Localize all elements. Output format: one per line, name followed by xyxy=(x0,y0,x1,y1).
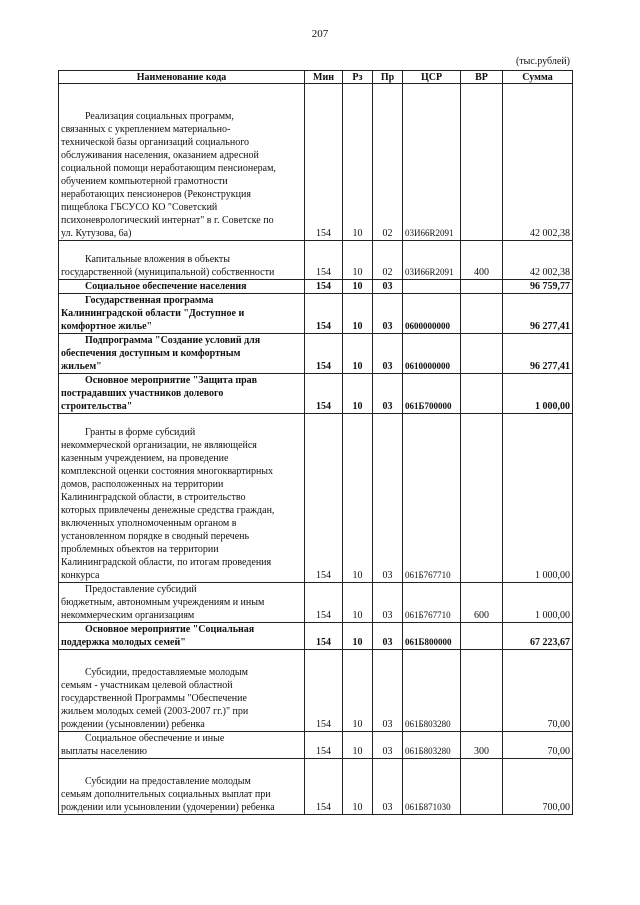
row-name-line: обслуживания населения, оказанием адресной xyxy=(61,150,259,161)
row-sum: 96 759,77 xyxy=(503,280,573,294)
table-row xyxy=(59,294,573,334)
row-sum: 70,00 xyxy=(503,732,573,759)
row-csr: 061Б700000 xyxy=(403,374,461,414)
row-name-line: казенным учреждением, на проведение xyxy=(61,453,229,464)
row-sum: 42 002,38 xyxy=(503,84,573,241)
header-min: Мин xyxy=(305,71,343,84)
table-row xyxy=(59,241,573,280)
row-rz: 10 xyxy=(343,759,373,815)
row-name-line: Гранты в форме субсидий xyxy=(85,427,196,438)
page-number: 207 xyxy=(311,28,329,40)
row-rz: 10 xyxy=(343,334,373,374)
row-name-line: домов, расположенных на территории xyxy=(61,479,224,490)
row-name-line: семьям дополнительных социальных выплат при xyxy=(61,789,271,800)
row-vr: 600 xyxy=(461,583,503,623)
row-csr: 061Б800000 xyxy=(403,623,461,650)
units-label: (тыс.рублей) xyxy=(515,56,570,67)
row-name-line: выплаты населению xyxy=(61,746,147,757)
table-row xyxy=(59,414,573,583)
header-rz: Рз xyxy=(343,71,373,84)
row-vr xyxy=(461,280,503,294)
row-sum: 67 223,67 xyxy=(503,623,573,650)
header-name: Наименование кода xyxy=(59,71,305,84)
row-min: 154 xyxy=(305,759,343,815)
row-sum: 700,00 xyxy=(503,759,573,815)
row-name-line: Основное мероприятие "Защита прав xyxy=(85,375,258,386)
row-rz: 10 xyxy=(343,374,373,414)
row-min: 154 xyxy=(305,84,343,241)
row-csr: 061Б803280 xyxy=(403,650,461,732)
row-name-line: жильем молодых семей (2003-2007 гг.)" при xyxy=(61,706,249,717)
table-row xyxy=(59,732,573,759)
row-name-line: обучением компьютерной грамотности xyxy=(61,176,228,187)
row-pr: 03 xyxy=(373,583,403,623)
row-rz: 10 xyxy=(343,583,373,623)
row-name-line: Реализация социальных программ, xyxy=(85,111,234,122)
row-pr: 02 xyxy=(373,84,403,241)
row-vr xyxy=(461,414,503,583)
row-name xyxy=(59,759,305,815)
row-sum: 1 000,00 xyxy=(503,374,573,414)
row-name xyxy=(59,374,305,414)
row-pr: 03 xyxy=(373,732,403,759)
table-row xyxy=(59,84,573,241)
row-name xyxy=(59,732,305,759)
table-row xyxy=(59,280,573,294)
row-name-line: включенных уполномоченным органом в xyxy=(61,518,237,529)
row-name xyxy=(59,650,305,732)
row-csr xyxy=(403,280,461,294)
row-name-line: бюджетным, автономным учреждениям и иным xyxy=(61,597,265,608)
row-name-line: пищеблока ГБСУСО КО "Советский xyxy=(61,202,218,213)
header-csr: ЦСР xyxy=(403,71,461,84)
row-rz: 10 xyxy=(343,650,373,732)
row-csr: 03И66R2091 xyxy=(403,84,461,241)
row-name-line: проблемных объектов на территории xyxy=(61,544,219,555)
row-name-line: Предоставление субсидий xyxy=(85,584,197,595)
row-vr xyxy=(461,759,503,815)
row-name-line: социальной помощи неработающим пенсионерам, xyxy=(61,163,276,174)
row-rz: 10 xyxy=(343,294,373,334)
row-sum: 1 000,00 xyxy=(503,414,573,583)
row-csr: 0600000000 xyxy=(403,294,461,334)
row-sum: 42 002,38 xyxy=(503,241,573,280)
table-header-row xyxy=(59,71,573,84)
row-name-line: связанных с укреплением материально- xyxy=(61,124,231,135)
row-sum: 96 277,41 xyxy=(503,294,573,334)
row-name-line: Государственная программа xyxy=(85,295,214,306)
row-name xyxy=(59,583,305,623)
row-vr: 300 xyxy=(461,732,503,759)
row-name-line: комфортное жилье" xyxy=(61,321,153,332)
row-name-line: Капитальные вложения в объекты xyxy=(85,254,230,265)
table-row xyxy=(59,583,573,623)
row-csr: 061Б871030 xyxy=(403,759,461,815)
row-name-line: государственной (муниципальной) собственности xyxy=(61,267,275,278)
row-pr: 03 xyxy=(373,650,403,732)
row-vr xyxy=(461,374,503,414)
row-pr: 03 xyxy=(373,414,403,583)
row-min: 154 xyxy=(305,583,343,623)
row-min: 154 xyxy=(305,623,343,650)
row-sum: 70,00 xyxy=(503,650,573,732)
row-name-line: Субсидии, предоставляемые молодым xyxy=(85,667,248,678)
row-name-line: Социальное обеспечение населения xyxy=(85,281,247,292)
row-name xyxy=(59,84,305,241)
row-name-line: технической базы организаций социального xyxy=(61,137,250,148)
row-rz: 10 xyxy=(343,732,373,759)
table-row xyxy=(59,759,573,815)
row-name-line: психоневрологический интернат" в г. Советске по xyxy=(61,215,274,226)
row-pr: 03 xyxy=(373,759,403,815)
row-min: 154 xyxy=(305,294,343,334)
table-row xyxy=(59,334,573,374)
row-name xyxy=(59,414,305,583)
row-rz: 10 xyxy=(343,280,373,294)
row-name-line: некоммерческой организации, не являющейся xyxy=(61,440,257,451)
row-name-line: жильем" xyxy=(61,361,102,372)
row-csr: 061Б803280 xyxy=(403,732,461,759)
row-pr: 03 xyxy=(373,280,403,294)
row-name-line: поддержка молодых семей" xyxy=(61,637,186,648)
row-vr xyxy=(461,334,503,374)
row-vr xyxy=(461,623,503,650)
row-min: 154 xyxy=(305,374,343,414)
row-csr: 061Б767710 xyxy=(403,414,461,583)
row-name-line: государственной Программы "Обеспечение xyxy=(61,693,247,704)
row-name-line: пострадавших участников долевого xyxy=(61,388,224,399)
header-pr: Пр xyxy=(373,71,403,84)
header-sum: Сумма xyxy=(503,71,573,84)
row-name-line: ул. Кутузова, 6а) xyxy=(61,228,132,239)
row-pr: 02 xyxy=(373,241,403,280)
row-name-line: рождении или усыновлении (удочерении) ребенка xyxy=(61,802,275,813)
table-row xyxy=(59,374,573,414)
row-rz: 10 xyxy=(343,623,373,650)
row-name-line: конкурса xyxy=(61,570,100,581)
row-name xyxy=(59,241,305,280)
row-vr: 400 xyxy=(461,241,503,280)
row-name-line: обеспечения доступным и комфортным xyxy=(61,348,241,359)
row-min: 154 xyxy=(305,650,343,732)
row-name-line: Калининградской области, по итогам проведения xyxy=(61,557,272,568)
header-vr: ВР xyxy=(461,71,503,84)
row-name-line: установленном порядке в сводный перечень xyxy=(61,531,250,542)
row-sum: 96 277,41 xyxy=(503,334,573,374)
row-name-line: Субсидии на предоставление молодым xyxy=(85,776,251,787)
row-rz: 10 xyxy=(343,84,373,241)
row-name-line: Калининградской области "Доступное и xyxy=(61,308,245,319)
row-min: 154 xyxy=(305,732,343,759)
row-pr: 03 xyxy=(373,334,403,374)
row-name-line: которых привлечены денежные средства граждан, xyxy=(61,505,275,516)
row-name-line: некоммерческим организациям xyxy=(61,610,195,621)
row-name-line: Социальное обеспечение и иные xyxy=(85,733,225,744)
row-rz: 10 xyxy=(343,241,373,280)
row-min: 154 xyxy=(305,334,343,374)
row-csr: 061Б767710 xyxy=(403,583,461,623)
row-name-line: Калининградской области, в строительство xyxy=(61,492,246,503)
row-name xyxy=(59,294,305,334)
table-row xyxy=(59,623,573,650)
budget-table xyxy=(58,70,573,815)
row-name-line: комплексной оценки состояния многоквартирных xyxy=(61,466,274,477)
row-rz: 10 xyxy=(343,414,373,583)
row-vr xyxy=(461,84,503,241)
row-name-line: Основное мероприятие "Социальная xyxy=(85,624,255,635)
row-name-line: Подпрограмма "Создание условий для xyxy=(85,335,261,346)
row-sum: 1 000,00 xyxy=(503,583,573,623)
row-min: 154 xyxy=(305,414,343,583)
row-min: 154 xyxy=(305,280,343,294)
row-csr: 0610000000 xyxy=(403,334,461,374)
row-name-line: семьям - участникам целевой областной xyxy=(61,680,233,691)
row-name-line: рождении (усыновлении) ребенка xyxy=(61,719,205,730)
table-row xyxy=(59,650,573,732)
row-name xyxy=(59,623,305,650)
row-name-line: строительства" xyxy=(61,401,133,412)
row-pr: 03 xyxy=(373,294,403,334)
row-name xyxy=(59,280,305,294)
row-pr: 03 xyxy=(373,374,403,414)
row-name xyxy=(59,334,305,374)
row-pr: 03 xyxy=(373,623,403,650)
row-vr xyxy=(461,650,503,732)
row-min: 154 xyxy=(305,241,343,280)
row-vr xyxy=(461,294,503,334)
row-csr: 03И66R2091 xyxy=(403,241,461,280)
row-name-line: неработающих пенсионеров (Реконструкция xyxy=(61,189,251,200)
